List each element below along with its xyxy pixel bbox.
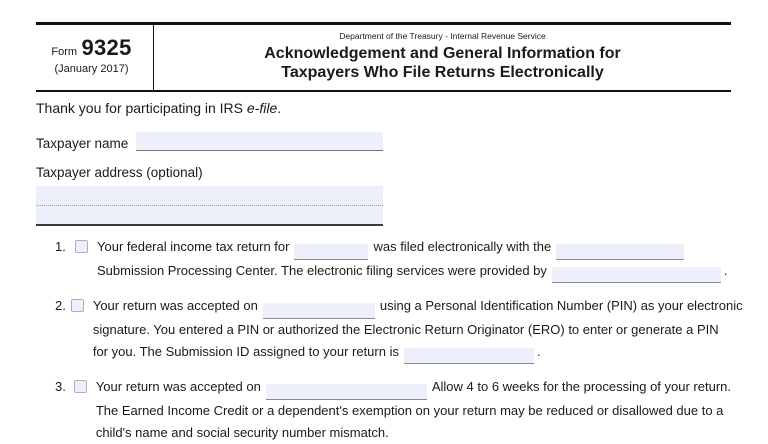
item-1-line-1: [97, 236, 728, 260]
statement-item-3: [55, 376, 731, 444]
statement-item-2: [55, 295, 743, 364]
efile-italic-text: e-file: [246, 100, 278, 116]
statement-list: [36, 236, 743, 444]
item-3-line-3: [96, 422, 731, 444]
form-number: 9325: [81, 35, 132, 60]
item-1-text: [97, 236, 728, 283]
thank-you-line: [36, 100, 731, 116]
item-1-number: 1.: [55, 239, 66, 254]
item-3-checkbox[interactable]: [74, 380, 87, 393]
item-1-text-c: Submission Processing Center. The electronic filing services were provided by: [97, 262, 547, 278]
item-2-line-3: [93, 341, 743, 365]
item-1-text-b: was filed electronically with the: [373, 239, 552, 254]
taxpayer-name-label: Taxpayer name: [36, 136, 129, 151]
tax-year-input[interactable]: [294, 244, 368, 260]
form-header: [36, 22, 731, 92]
item-2-text-c: signature. You entered a PIN or authorized the Electronic Return Originator (ERO) to enter or generate a PIN: [92, 321, 719, 337]
form-title-line1: Acknowledgement and General Information for: [264, 45, 621, 62]
statement-item-1: [55, 236, 731, 283]
item-3-text-c: The Earned Income Credit or a dependent's exemption on your return may be reduced or disallowed due to a: [95, 402, 724, 418]
item-3-text: [96, 376, 731, 444]
item-2-line-1: [93, 295, 743, 319]
thank-you-period: .: [277, 100, 282, 116]
acceptance-date-pin-input[interactable]: [263, 303, 375, 319]
item-3-line-2: [96, 400, 731, 422]
taxpayer-name-row: [36, 132, 731, 151]
item-1-text-a: Your federal income tax return for: [97, 239, 290, 254]
taxpayer-address-line2-input[interactable]: [36, 206, 383, 226]
item-2-number: 2.: [55, 298, 66, 313]
filing-provider-input[interactable]: [552, 267, 721, 283]
item-2-text-d: for you. The Submission ID assigned to your return is: [92, 343, 399, 359]
item-1-checkbox[interactable]: [75, 240, 88, 253]
item-2-text-b: using a Personal Identification Number (PIN) as your electronic: [379, 298, 743, 313]
item-2-line-2: [93, 319, 743, 341]
item-2-text-a: Your return was accepted on: [92, 298, 258, 313]
item-3-text-a: Your return was accepted on: [95, 379, 261, 394]
department-line: Department of the Treasury - Internal Revenue Service: [339, 31, 546, 41]
taxpayer-name-input[interactable]: [136, 132, 383, 151]
form-title-cell: [154, 25, 731, 90]
item-1-line-2: [97, 260, 728, 284]
form-word-label: Form: [51, 46, 78, 58]
item-3-text-b: Allow 4 to 6 weeks for the processing of your return.: [431, 379, 731, 394]
item-2-checkbox[interactable]: [71, 299, 84, 312]
item-3-text-d: child's name and social security number mismatch.: [95, 424, 389, 440]
item-3-line-1: [96, 376, 731, 400]
processing-center-input[interactable]: [556, 244, 684, 260]
form-number-cell: [36, 25, 154, 90]
form-revision-date: (January 2017): [54, 63, 129, 75]
submission-id-input[interactable]: [404, 348, 534, 364]
acceptance-date-eic-input[interactable]: [266, 384, 427, 400]
taxpayer-address-label: Taxpayer address (optional): [36, 165, 203, 180]
form-title-line2: Taxpayers Who File Returns Electronically: [281, 64, 604, 81]
taxpayer-address-line1-input[interactable]: [36, 186, 383, 206]
item-2-text: [93, 295, 743, 364]
item-3-number: 3.: [55, 379, 66, 394]
item-1-text-d: .: [723, 262, 728, 278]
thank-you-text: Thank you for participating in IRS: [36, 100, 247, 116]
taxpayer-address-block: [36, 186, 383, 226]
item-2-text-e: .: [536, 343, 541, 359]
